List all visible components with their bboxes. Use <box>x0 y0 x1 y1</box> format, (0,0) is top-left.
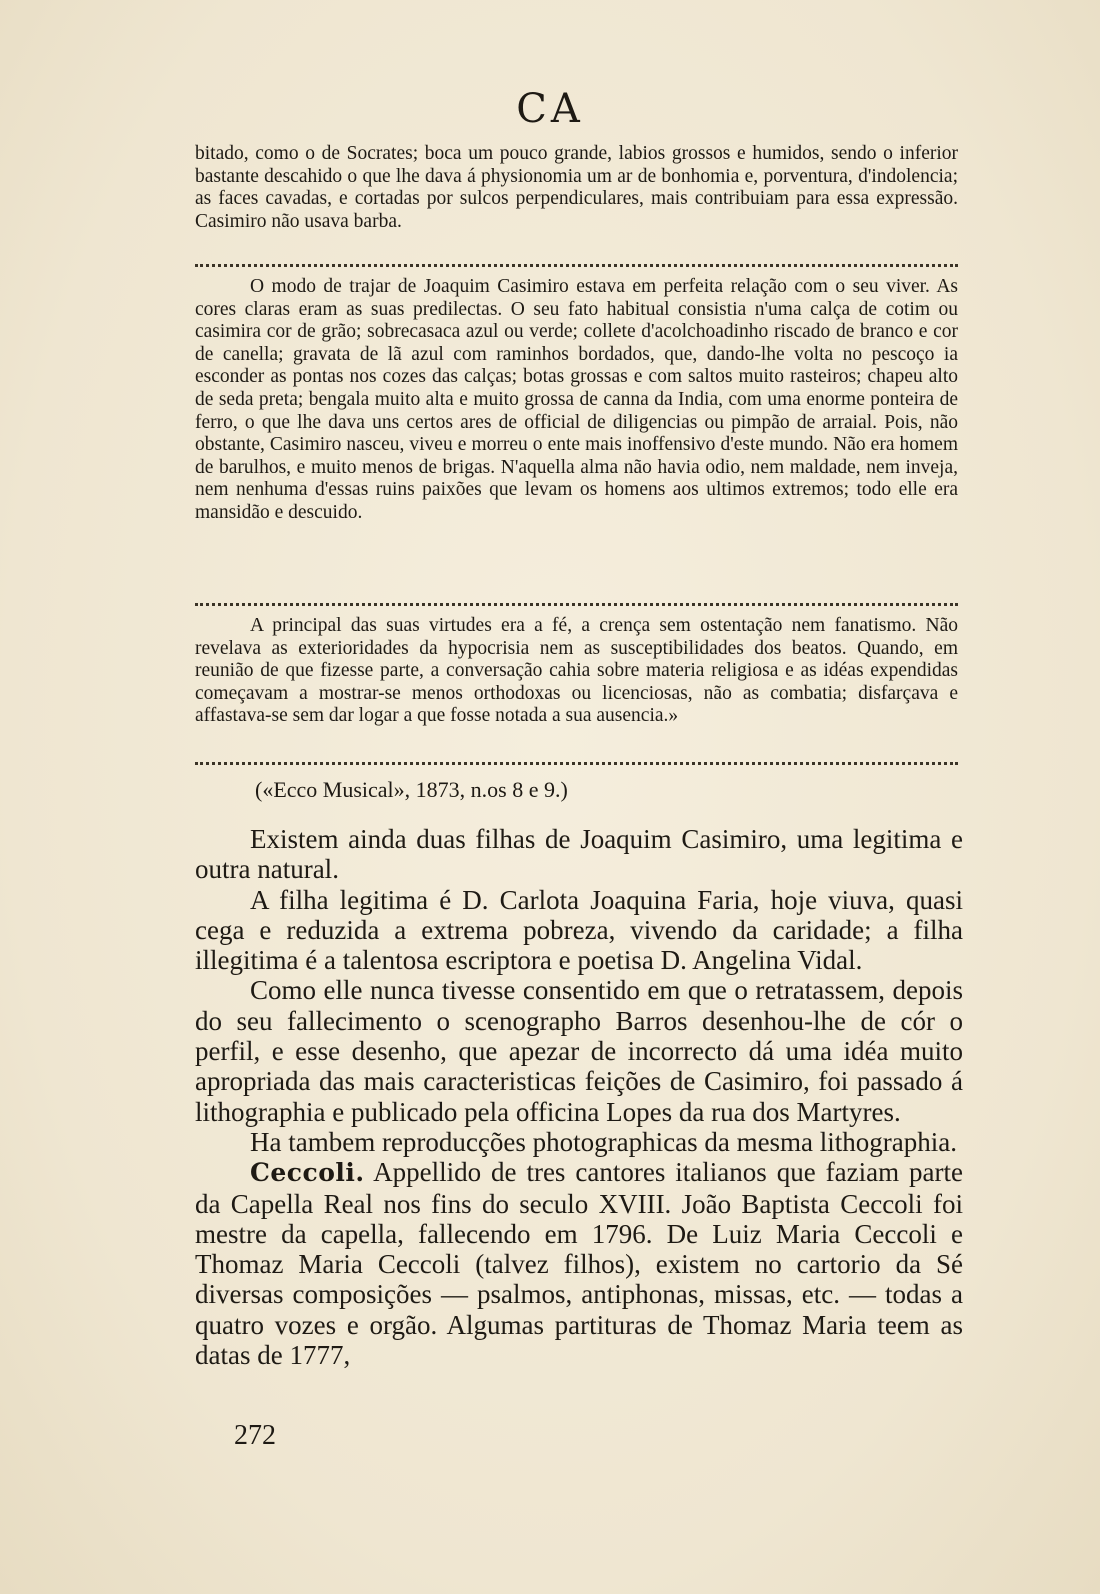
quote-citation: («Ecco Musical», 1873, n.os 8 e 9.) <box>255 777 568 802</box>
quote-text-2: O modo de trajar de Joaquim Casimiro estava em perfeita relação com o seu viver. As cores claras eram as suas predilectas. O seu fato habitual consistia n'uma calça de cotim ou casimira cor de grão; sobrecasaca azul ou verde; collete d'acolchoadinho riscado de branco e cor de canella; gravata de lã azul com raminhos bordados, que, dando-lhe volta no pescoço ia esconder as pontas nos cozes das calças; botas grossas e com saltos muito rasteiros; chapeu alto de seda preta; bengala muito alta e muito grossa de canna da India, com uma enorme ponteira de ferro, o que lhe dava uns certos ares de official de diligencias ou pimpão de arraial. Pois, não obstante, Casimiro nasceu, viveu e morreu o ente mais inoffensivo d'este mundo. Não era homem de barulhos, e muito menos de brigas. N'aquella alma não havia odio, nem maldade, nem inveja, nem nenhuma d'essas ruins paixões que levam os homens aos ultimos extremos; todo elle era mansidão e descuido. <box>195 276 958 523</box>
body-paragraph-2: A filha legitima é D. Carlota Joaquina Faria, hoje viuva, quasi cega e reduzida a extrema pobreza, vivendo da caridade; a filha illegitima é a talentosa escriptora e poetisa D. Angelina Vidal. <box>195 884 963 976</box>
entry-headword: Ceccoli. <box>250 1158 365 1188</box>
quote-paragraph-1 <box>195 143 958 233</box>
page-number: 272 <box>234 1420 276 1451</box>
body-paragraph-1: Existem ainda duas filhas de Joaquim Casimiro, uma legitima e outra natural. <box>195 824 963 885</box>
body-text <box>195 824 963 1370</box>
ellipsis-divider-1 <box>195 258 958 267</box>
running-head: CA <box>516 86 584 132</box>
entry-text: Appellido de tres cantores italianos que faziam parte da Capella Real nos fins do seculo XVIII. João Baptista Ceccoli foi mestre da capella, fallecendo em 1796. De Luiz Maria Ceccoli e Thomaz Maria Ceccoli (talvez filhos), existem no cartorio da Sé diversas composições — psalmos, antiphonas, missas, etc. — todas a quatro vozes e orgão. Algumas partituras de Thomaz Maria teem as datas de 1777, <box>195 1157 964 1371</box>
ellipsis-divider-3 <box>195 756 958 765</box>
ellipsis-divider-2 <box>195 597 958 606</box>
quote-paragraph-2 <box>195 276 958 525</box>
quote-text-3: A principal das suas virtudes era a fé, a crença sem ostentação nem fanatismo. Não revelava as exterioridades da hypocrisia nem as susceptibilidades dos beatos. Quando, em reunião de que fizesse parte, a conversação cahia sobre materia religiosa e as idéas expendidas começavam a mostrar-se menos orthodoxas ou licenciosas, não as combatia; disfarçava e affastava-se sem dar logar a que fosse notada a sua ausencia.» <box>195 615 958 727</box>
quote-paragraph-3 <box>195 615 958 728</box>
entry-ceccoli <box>195 1157 963 1370</box>
body-paragraph-4: Ha tambem reproducções photographicas da mesma lithographia. <box>250 1126 958 1157</box>
quote-text-1: bitado, como o de Socrates; boca um pouco grande, labios grossos e humidos, sendo o inferior bastante descahido o que lhe dava á physionomia um ar de bonhomia e, porventura, d'indolencia; as faces cavadas, e cortadas por sulcos perpendiculares, mais contribuiam para essa expressão. Casimiro não usava barba. <box>195 143 958 232</box>
body-paragraph-3: Como elle nunca tivesse consentido em que o retratassem, depois do seu fallecimento o scenographo Barros desenhou-lhe de cór o perfil, e esse desenho, que apezar de incorrecto dá uma idéa muito apropriada das mais caracteristicas feições de Casimiro, foi passado á lithographia e publicado pela officina Lopes da rua dos Martyres. <box>195 975 963 1127</box>
